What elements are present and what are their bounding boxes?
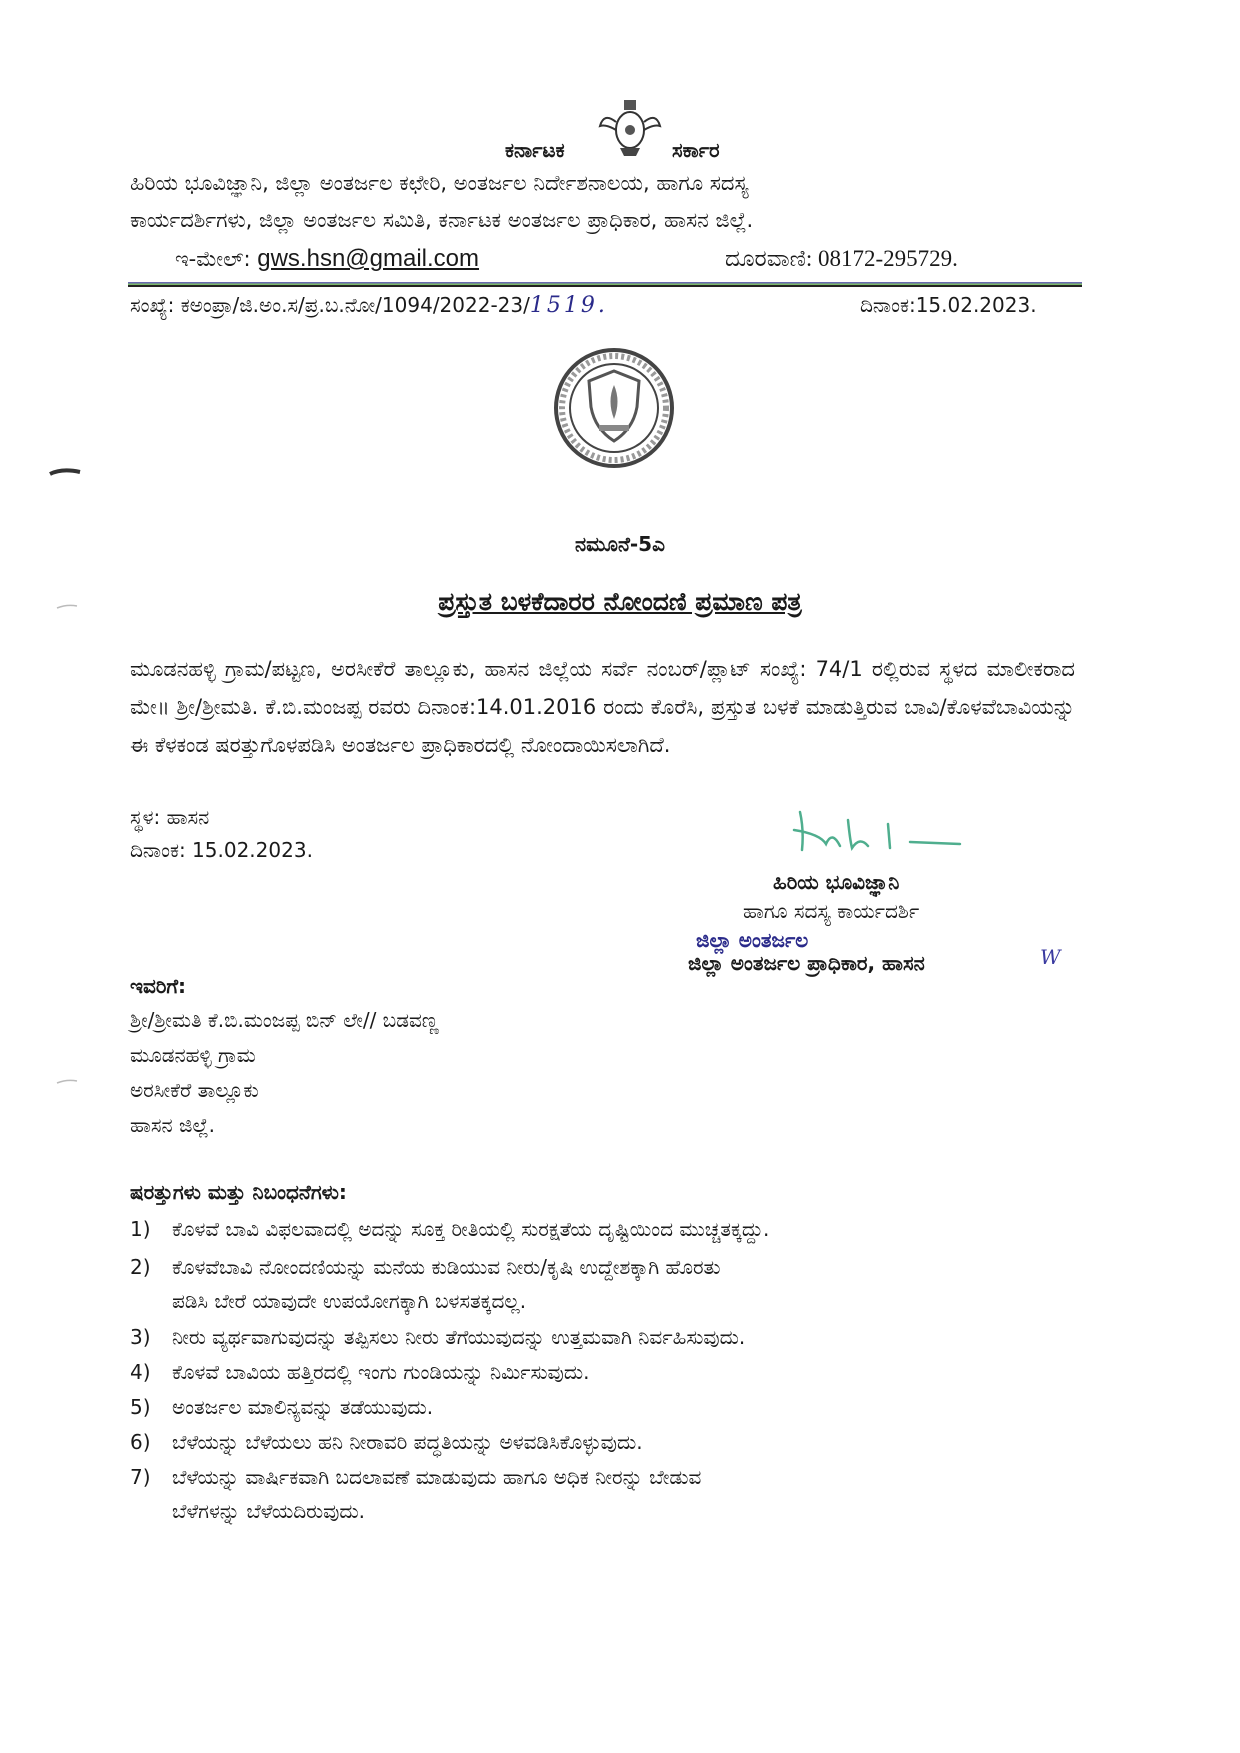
recipient-district: ಹಾಸನ ಜಿಲ್ಲೆ. — [130, 1113, 215, 1137]
condition-item — [130, 1320, 1090, 1354]
signatory-block — [688, 868, 1088, 978]
certificate-title-text: ಪ್ರಸ್ತುತ ಬಳಕೆದಾರರ ನೋಂದಣಿ ಪ್ರಮಾಣ ಪತ್ರ — [438, 587, 802, 616]
scan-mark — [48, 466, 82, 478]
condition-item — [130, 1355, 1090, 1389]
karnataka-emblem-icon — [590, 92, 670, 162]
condition-text: ನೀರು ವ್ಯರ್ಥವಾಗುವುದನ್ನು ತಪ್ಪಿಸಲು ನೀರು ತೆಗೆಯುವುದನ್ನು ಉತ್ತಮವಾಗಿ ನಿರ್ವಹಿಸುವುದು. — [172, 1325, 746, 1349]
signatory-title: ಹಿರಿಯ ಭೂವಿಜ್ಞಾನಿ — [773, 870, 900, 894]
condition-item — [130, 1212, 1090, 1246]
gov-title-right: ಸರ್ಕಾರ — [672, 138, 720, 162]
reference-number: ಸಂಖ್ಯೆ: ಕಅಂಪ್ರಾ/ಜಿ.ಅಂ.ಸ/ಪ್ರ.ಬ.ನೋ/1094/2022-23/ — [130, 293, 530, 317]
recipient-taluk: ಅರಸೀಕೆರೆ ತಾಲ್ಲೂಕು — [130, 1078, 259, 1102]
handwritten-ref-number: 1519. — [529, 293, 608, 318]
condition-text: ಕೊಳವೆ ಬಾವಿಯ ಹತ್ತಿರದಲ್ಲಿ ಇಂಗು ಗುಂಡಿಯನ್ನು ನಿರ್ಮಿಸುವುದು. — [172, 1360, 590, 1384]
gov-title-left: ಕರ್ನಾಟಕ — [505, 138, 565, 162]
phone-number: ದೂರವಾಣಿ: 08172-295729. — [725, 246, 958, 271]
signatory-stamp-line: ಜಿಲ್ಲಾ ಅಂತರ್ಜಲ — [696, 928, 809, 952]
condition-text: ಅಂತರ್ಜಲ ಮಾಲಿನ್ಯವನ್ನು ತಡೆಯುವುದು. — [172, 1395, 434, 1419]
condition-item — [130, 1460, 1090, 1528]
email-label: ಇ-ಮೇಲ್: — [175, 247, 258, 271]
office-address-line-2: ಕಾರ್ಯದರ್ಶಿಗಳು, ಜಿಲ್ಲಾ ಅಂತರ್ಜಲ ಸಮಿತಿ, ಕರ್ನಾಟಕ ಅಂತರ್ಜಲ ಪ್ರಾಧಿಕಾರ, ಹಾಸನ ಜಿಲ್ಲೆ. — [130, 208, 754, 232]
header-divider — [128, 282, 1082, 287]
condition-text: ಕೊಳವೆಬಾವಿ ನೋಂದಣಿಯನ್ನು ಮನೆಯ ಕುಡಿಯುವ ನೀರು/ಕೃಷಿ ಉದ್ದೇಶಕ್ಕಾಗಿ ಹೊರತು — [172, 1255, 721, 1279]
condition-number: 2) — [130, 1255, 151, 1279]
contact-row — [175, 244, 1075, 274]
form-number: ನಮೂನೆ-5ಎ — [575, 532, 665, 556]
recipient-village: ಮೂಡನಹಳ್ಳಿ ಗ್ರಾಮ — [130, 1043, 256, 1067]
condition-text-continued: ಬೆಳೆಗಳನ್ನು ಬೆಳೆಯದಿರುವುದು. — [172, 1499, 366, 1523]
certificate-title — [0, 587, 1240, 617]
conditions-title: ಷರತ್ತುಗಳು ಮತ್ತು ನಿಬಂಧನೆಗಳು: — [130, 1180, 347, 1204]
officer-signature-icon — [760, 800, 980, 860]
condition-text: ಬೆಳೆಯನ್ನು ವಾರ್ಷಿಕವಾಗಿ ಬದಲಾವಣೆ ಮಾಡುವುದು ಹಾಗೂ ಅಧಿಕ ನೀರನ್ನು ಬೇಡುವ — [172, 1465, 702, 1489]
condition-number: 6) — [130, 1430, 151, 1454]
condition-number: 7) — [130, 1465, 151, 1489]
condition-text: ಕೊಳವೆ ಬಾವಿ ವಿಫಲವಾದಲ್ಲಿ ಅದನ್ನು ಸೂಕ್ತ ರೀತಿಯಲ್ಲಿ ಸುರಕ್ಷತೆಯ ದೃಷ್ಟಿಯಿಂದ ಮುಚ್ಚತಕ್ಕದ್ದು. — [172, 1217, 770, 1241]
certificate-body: ಮೂಡನಹಳ್ಳಿ ಗ್ರಾಮ/ಪಟ್ಟಣ, ಅರಸೀಕೆರೆ ತಾಲ್ಲೂಕು, ಹಾಸನ ಜಿಲ್ಲೆಯ ಸರ್ವೆ ನಂಬರ್/ಪ್ಲಾಟ್ ಸಂಖ್ಯೆ: 74/1 ರಲ್ಲಿರುವ ಸ್ಥಳದ ಮಾಲೀಕರಾದ ಮೇ॥ ಶ್ರೀ/ಶ್ರೀಮತಿ. ಕೆ.ಬಿ.ಮಂಜಪ್ಪ ರವರು ದಿನಾಂಕ:14.01.2016 ರಂದು ಕೊರೆಸಿ, ಪ್ರಸ್ತುತ ಬಳಕೆ ಮಾಡುತ್ತಿರುವ ಬಾವಿ/ಕೊಳವೆಬಾವಿಯನ್ನು ಈ ಕೆಳಕಂಡ ಷರತ್ತುಗೊಳಪಡಿಸಿ ಅಂತರ್ಜಲ ಪ್ರಾಧಿಕಾರದಲ್ಲಿ ನೋಂದಾಯಿಸಲಾಗಿದೆ. — [130, 657, 1075, 757]
office-address-line-1: ಹಿರಿಯ ಭೂವಿಜ್ಞಾನಿ, ಜಿಲ್ಲಾ ಅಂತರ್ಜಲ ಕಛೇರಿ, ಅಂತರ್ಜಲ ನಿರ್ದೇಶನಾಲಯ, ಹಾಗೂ ಸದಸ್ಯ — [130, 171, 749, 195]
condition-item — [130, 1250, 1090, 1318]
reference-date: ದಿನಾಂಕ:15.02.2023. — [860, 293, 1037, 317]
condition-number: 5) — [130, 1395, 151, 1419]
signatory-role: ಹಾಗೂ ಸದಸ್ಯ ಕಾರ್ಯದರ್ಶಿ — [743, 899, 920, 923]
initials-mark: W — [1040, 945, 1061, 969]
groundwater-authority-seal-icon — [551, 345, 677, 471]
recipient-name: ಶ್ರೀ/ಶ್ರೀಮತಿ ಕೆ.ಬಿ.ಮಂಜಪ್ಪ ಬಿನ್ ಲೇ// ಬಡವಣ್ಣ — [130, 1008, 439, 1032]
email-link[interactable]: gws.hsn@gmail.com — [257, 245, 480, 272]
condition-number: 1) — [130, 1217, 151, 1241]
condition-number: 3) — [130, 1325, 151, 1349]
place-line: ಸ್ಥಳ: ಹಾಸನ — [130, 805, 210, 829]
recipient-label: ಇವರಿಗೆ: — [130, 974, 187, 998]
condition-number: 4) — [130, 1360, 151, 1384]
condition-item — [130, 1390, 1090, 1424]
condition-text: ಬೆಳೆಯನ್ನು ಬೆಳೆಯಲು ಹನಿ ನೀರಾವರಿ ಪದ್ಧತಿಯನ್ನು ಅಳವಡಿಸಿಕೊಳ್ಳುವುದು. — [172, 1430, 643, 1454]
issue-date-line: ದಿನಾಂಕ: 15.02.2023. — [130, 838, 313, 862]
signatory-authority: ಜಿಲ್ಲಾ ಅಂತರ್ಜಲ ಪ್ರಾಧಿಕಾರ, ಹಾಸನ — [688, 951, 925, 975]
scan-mark — [55, 1077, 79, 1085]
condition-text-continued: ಪಡಿಸಿ ಬೇರೆ ಯಾವುದೇ ಉಪಯೋಗಕ್ಕಾಗಿ ಬಳಸತಕ್ಕದಲ್ಲ. — [172, 1289, 527, 1313]
scan-mark — [55, 602, 79, 610]
condition-item — [130, 1425, 1090, 1459]
reference-row — [130, 290, 1090, 321]
